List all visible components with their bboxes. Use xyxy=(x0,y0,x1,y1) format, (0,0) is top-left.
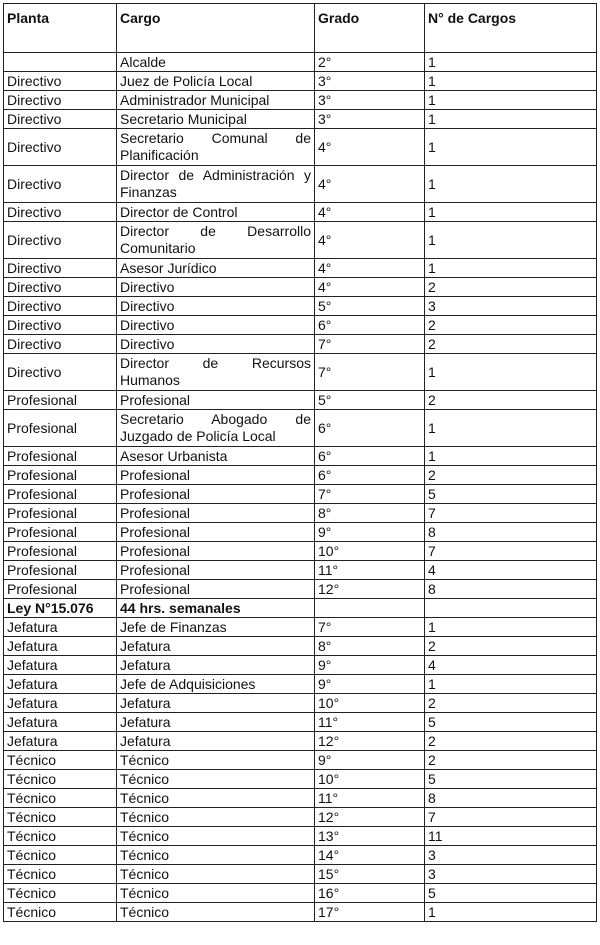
table-row xyxy=(4,53,597,72)
cell-n-cargos: 1 xyxy=(425,447,597,466)
cell-grado: 7° xyxy=(315,354,425,391)
cell-n-cargos: 1 xyxy=(425,618,597,637)
cell-planta: Técnico xyxy=(4,770,117,789)
cell-n-cargos: 1 xyxy=(425,259,597,278)
cell-planta: Profesional xyxy=(4,447,117,466)
cell-n-cargos: 2 xyxy=(425,391,597,410)
table-row xyxy=(4,884,597,903)
cell-grado: 11° xyxy=(315,713,425,732)
cell-grado: 11° xyxy=(315,561,425,580)
table-row xyxy=(4,599,597,618)
table-row xyxy=(4,523,597,542)
cell-cargo: Técnico xyxy=(117,751,315,770)
cell-planta: Técnico xyxy=(4,751,117,770)
cell-n-cargos: 4 xyxy=(425,656,597,675)
cell-cargo: Profesional xyxy=(117,485,315,504)
cell-planta: Profesional xyxy=(4,391,117,410)
cell-grado xyxy=(315,599,425,618)
cell-planta: Profesional xyxy=(4,542,117,561)
cell-n-cargos: 2 xyxy=(425,732,597,751)
cell-grado: 10° xyxy=(315,770,425,789)
cell-cargo: Jefatura xyxy=(117,713,315,732)
cell-planta: Técnico xyxy=(4,846,117,865)
table-row xyxy=(4,751,597,770)
cell-grado: 8° xyxy=(315,504,425,523)
cell-cargo: Director de Administración y Finanzas xyxy=(117,166,315,203)
cell-n-cargos: 1 xyxy=(425,675,597,694)
cell-grado: 4° xyxy=(315,222,425,259)
cell-planta: Directivo xyxy=(4,316,117,335)
cell-grado: 5° xyxy=(315,391,425,410)
cell-cargo: Asesor Urbanista xyxy=(117,447,315,466)
cell-grado: 15° xyxy=(315,865,425,884)
cell-n-cargos: 5 xyxy=(425,485,597,504)
cell-cargo: Asesor Jurídico xyxy=(117,259,315,278)
cell-cargo: Directivo xyxy=(117,297,315,316)
cell-n-cargos: 1 xyxy=(425,129,597,166)
table-row xyxy=(4,485,597,504)
cell-cargo: Director de Control xyxy=(117,203,315,222)
table-row xyxy=(4,91,597,110)
cell-n-cargos: 1 xyxy=(425,72,597,91)
cell-n-cargos: 2 xyxy=(425,316,597,335)
cell-cargo: Secretario Abogado de Juzgado de Policía Local xyxy=(117,410,315,447)
cell-planta xyxy=(4,53,117,72)
cell-grado: 6° xyxy=(315,316,425,335)
cell-grado: 7° xyxy=(315,335,425,354)
cell-n-cargos: 1 xyxy=(425,410,597,447)
cell-n-cargos: 2 xyxy=(425,278,597,297)
cell-cargo: Jefatura xyxy=(117,656,315,675)
cell-grado: 3° xyxy=(315,72,425,91)
cell-planta: Directivo xyxy=(4,335,117,354)
cell-grado: 6° xyxy=(315,410,425,447)
cell-n-cargos: 1 xyxy=(425,53,597,72)
cell-cargo: Técnico xyxy=(117,770,315,789)
cell-cargo: Directivo xyxy=(117,278,315,297)
cell-planta: Directivo xyxy=(4,110,117,129)
cell-n-cargos: 1 xyxy=(425,166,597,203)
cell-n-cargos: 2 xyxy=(425,466,597,485)
cell-planta: Técnico xyxy=(4,884,117,903)
cell-cargo: Profesional xyxy=(117,561,315,580)
table-row xyxy=(4,259,597,278)
cell-n-cargos: 3 xyxy=(425,865,597,884)
cell-grado: 13° xyxy=(315,827,425,846)
cell-n-cargos: 1 xyxy=(425,110,597,129)
cell-cargo: Secretario Municipal xyxy=(117,110,315,129)
cell-cargo: Profesional xyxy=(117,391,315,410)
table-row xyxy=(4,713,597,732)
table-row xyxy=(4,865,597,884)
cell-cargo: Técnico xyxy=(117,846,315,865)
cell-planta: Profesional xyxy=(4,561,117,580)
cell-cargo: Directivo xyxy=(117,335,315,354)
cell-grado: 4° xyxy=(315,259,425,278)
cell-cargo: Técnico xyxy=(117,865,315,884)
cell-planta: Jefatura xyxy=(4,694,117,713)
cell-cargo: Administrador Municipal xyxy=(117,91,315,110)
cell-grado: 10° xyxy=(315,542,425,561)
header-n-cargos: N° de Cargos xyxy=(425,4,597,53)
table-row xyxy=(4,618,597,637)
cell-grado: 10° xyxy=(315,694,425,713)
cell-n-cargos: 8 xyxy=(425,789,597,808)
table-row xyxy=(4,770,597,789)
table-row xyxy=(4,504,597,523)
table-row xyxy=(4,278,597,297)
cell-cargo: Técnico xyxy=(117,808,315,827)
cell-planta: Directivo xyxy=(4,129,117,166)
header-row xyxy=(4,4,597,53)
table-row xyxy=(4,732,597,751)
table-row xyxy=(4,447,597,466)
cell-n-cargos: 2 xyxy=(425,637,597,656)
cell-cargo: Técnico xyxy=(117,884,315,903)
table-row xyxy=(4,675,597,694)
cell-n-cargos: 1 xyxy=(425,222,597,259)
table-row xyxy=(4,561,597,580)
table-row xyxy=(4,846,597,865)
cell-planta: Profesional xyxy=(4,410,117,447)
cell-n-cargos: 1 xyxy=(425,91,597,110)
header-planta: Planta xyxy=(4,4,117,53)
cell-grado: 4° xyxy=(315,166,425,203)
cell-grado: 9° xyxy=(315,675,425,694)
table-row xyxy=(4,903,597,922)
cell-n-cargos: 2 xyxy=(425,694,597,713)
cell-planta: Técnico xyxy=(4,827,117,846)
table-row xyxy=(4,297,597,316)
cell-cargo: Juez de Policía Local xyxy=(117,72,315,91)
table-row xyxy=(4,222,597,259)
cell-grado: 12° xyxy=(315,808,425,827)
cell-cargo: Profesional xyxy=(117,580,315,599)
table-row xyxy=(4,694,597,713)
cell-grado: 12° xyxy=(315,580,425,599)
cell-cargo: Profesional xyxy=(117,523,315,542)
cell-grado: 4° xyxy=(315,203,425,222)
cell-grado: 6° xyxy=(315,466,425,485)
header-cargo: Cargo xyxy=(117,4,315,53)
table-row xyxy=(4,808,597,827)
table-row xyxy=(4,656,597,675)
table-body xyxy=(4,53,597,922)
cell-grado: 17° xyxy=(315,903,425,922)
cell-n-cargos: 1 xyxy=(425,354,597,391)
cell-planta: Directivo xyxy=(4,297,117,316)
cell-cargo: Profesional xyxy=(117,542,315,561)
cell-planta: Jefatura xyxy=(4,713,117,732)
table-row xyxy=(4,637,597,656)
cell-planta: Profesional xyxy=(4,485,117,504)
cell-planta: Directivo xyxy=(4,166,117,203)
cell-cargo: Alcalde xyxy=(117,53,315,72)
cell-grado: 7° xyxy=(315,618,425,637)
cell-planta: Profesional xyxy=(4,580,117,599)
cell-planta: Técnico xyxy=(4,865,117,884)
cell-planta: Directivo xyxy=(4,222,117,259)
cell-grado: 9° xyxy=(315,751,425,770)
cell-grado: 12° xyxy=(315,732,425,751)
cell-n-cargos: 1 xyxy=(425,203,597,222)
cell-n-cargos: 7 xyxy=(425,504,597,523)
cell-n-cargos: 8 xyxy=(425,580,597,599)
cell-cargo: Jefatura xyxy=(117,732,315,751)
cell-cargo: Profesional xyxy=(117,466,315,485)
cell-planta: Directivo xyxy=(4,72,117,91)
cell-planta: Profesional xyxy=(4,466,117,485)
cell-grado: 9° xyxy=(315,523,425,542)
cell-n-cargos: 2 xyxy=(425,335,597,354)
table-row xyxy=(4,827,597,846)
cell-cargo: Técnico xyxy=(117,903,315,922)
cell-grado: 9° xyxy=(315,656,425,675)
table-row xyxy=(4,72,597,91)
cell-n-cargos xyxy=(425,599,597,618)
table-row xyxy=(4,129,597,166)
cell-planta: Ley N°15.076 xyxy=(4,599,117,618)
cell-cargo: Jefatura xyxy=(117,694,315,713)
cell-planta: Jefatura xyxy=(4,618,117,637)
cell-planta: Técnico xyxy=(4,903,117,922)
cell-grado: 2° xyxy=(315,53,425,72)
cell-planta: Directivo xyxy=(4,259,117,278)
table-row xyxy=(4,203,597,222)
cell-planta: Jefatura xyxy=(4,675,117,694)
cell-cargo: 44 hrs. semanales xyxy=(117,599,315,618)
cell-n-cargos: 3 xyxy=(425,297,597,316)
table-row xyxy=(4,316,597,335)
cell-grado: 11° xyxy=(315,789,425,808)
cell-planta: Directivo xyxy=(4,203,117,222)
cell-cargo: Directivo xyxy=(117,316,315,335)
cell-n-cargos: 11 xyxy=(425,827,597,846)
table-row xyxy=(4,110,597,129)
cell-grado: 4° xyxy=(315,129,425,166)
header-grado: Grado xyxy=(315,4,425,53)
cell-n-cargos: 4 xyxy=(425,561,597,580)
table-row xyxy=(4,542,597,561)
table-row xyxy=(4,466,597,485)
cell-planta: Jefatura xyxy=(4,637,117,656)
cell-cargo: Director de Desarrollo Comunitario xyxy=(117,222,315,259)
table-row xyxy=(4,789,597,808)
cell-cargo: Jefe de Finanzas xyxy=(117,618,315,637)
table-row xyxy=(4,391,597,410)
cell-grado: 6° xyxy=(315,447,425,466)
cell-n-cargos: 3 xyxy=(425,846,597,865)
cell-planta: Profesional xyxy=(4,523,117,542)
cell-cargo: Técnico xyxy=(117,789,315,808)
cell-cargo: Secretario Comunal de Planificación xyxy=(117,129,315,166)
cell-planta: Técnico xyxy=(4,808,117,827)
cell-planta: Jefatura xyxy=(4,656,117,675)
cell-grado: 3° xyxy=(315,91,425,110)
cell-planta: Directivo xyxy=(4,91,117,110)
cell-planta: Directivo xyxy=(4,278,117,297)
cell-grado: 16° xyxy=(315,884,425,903)
cell-planta: Jefatura xyxy=(4,732,117,751)
cell-grado: 7° xyxy=(315,485,425,504)
cargos-table xyxy=(3,3,597,922)
cell-planta: Profesional xyxy=(4,504,117,523)
table-row xyxy=(4,354,597,391)
cell-n-cargos: 5 xyxy=(425,770,597,789)
table-row xyxy=(4,166,597,203)
cell-cargo: Jefatura xyxy=(117,637,315,656)
table-row xyxy=(4,335,597,354)
cell-cargo: Jefe de Adquisiciones xyxy=(117,675,315,694)
cell-cargo: Profesional xyxy=(117,504,315,523)
cell-n-cargos: 5 xyxy=(425,884,597,903)
cell-cargo: Director de Recursos Humanos xyxy=(117,354,315,391)
cell-grado: 3° xyxy=(315,110,425,129)
cell-planta: Técnico xyxy=(4,789,117,808)
cell-grado: 5° xyxy=(315,297,425,316)
cell-grado: 14° xyxy=(315,846,425,865)
cell-planta: Directivo xyxy=(4,354,117,391)
cell-cargo: Técnico xyxy=(117,827,315,846)
cell-n-cargos: 5 xyxy=(425,713,597,732)
cell-n-cargos: 7 xyxy=(425,542,597,561)
cell-n-cargos: 1 xyxy=(425,903,597,922)
cell-n-cargos: 7 xyxy=(425,808,597,827)
table-row xyxy=(4,580,597,599)
cell-grado: 4° xyxy=(315,278,425,297)
cell-grado: 8° xyxy=(315,637,425,656)
cell-n-cargos: 8 xyxy=(425,523,597,542)
table-row xyxy=(4,410,597,447)
cell-n-cargos: 2 xyxy=(425,751,597,770)
